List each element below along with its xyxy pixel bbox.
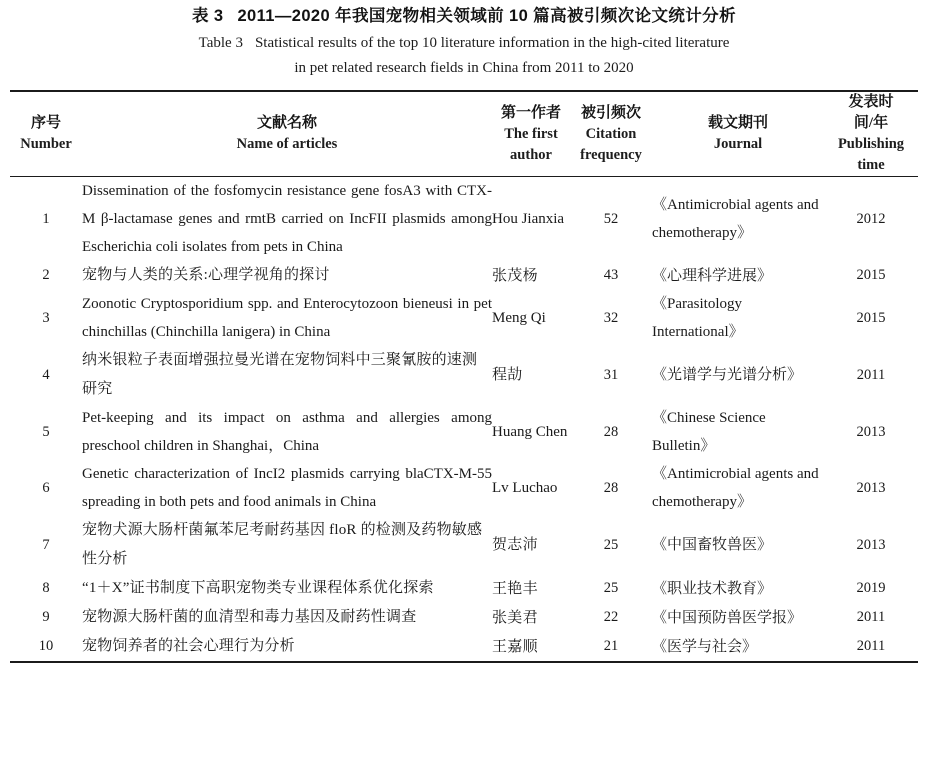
cell-journal: 《Antimicrobial agents and chemotherapy》 [652,197,819,241]
cell-publishing-year: 2015 [856,267,886,283]
cell-journal: 《职业技术教育》 [652,580,773,597]
cell-number: 4 [42,366,50,383]
statistics-table [10,92,918,176]
cell-citation-frequency: 22 [603,609,619,625]
cell-first-author: Hou Jianxia [492,211,565,227]
column-header-year [824,92,918,176]
statistics-table-body [10,177,918,661]
cell-article-title: 宠物饲养者的社会心理行为分析 [82,638,295,654]
cell-first-author: Huang Chen [492,424,568,440]
cell-citation-frequency: 52 [603,210,619,227]
table-header-row [10,92,918,176]
column-header-citations [570,92,652,176]
cell-number: 3 [42,309,50,326]
table-row [10,632,918,661]
table-row [10,516,918,574]
column-header-author [492,92,570,176]
table-bottom-rule [10,661,918,663]
cell-article-title: 宠物源大肠杆菌的血清型和毒力基因及耐药性调查 [82,609,417,625]
column-header-number-cn: 序号 [30,115,61,131]
column-header-title-cn: 文献名称 [256,115,317,131]
table-row [10,346,918,404]
table-row [10,290,918,346]
table-caption-chinese-title: 2011—2020 年我国宠物相关领域前 10 篇高被引频次论文统计分析 [237,7,736,25]
cell-number: 2 [42,267,50,283]
cell-citation-frequency: 43 [603,267,619,283]
cell-publishing-year: 2013 [856,479,886,496]
cell-citation-frequency: 25 [603,536,619,553]
cell-journal: 《心理科学进展》 [652,267,773,284]
cell-first-author: 张茂杨 [492,267,538,284]
cell-number: 9 [42,609,50,625]
column-header-year-cn-l1: 发表时 [848,94,894,110]
cell-publishing-year: 2011 [856,609,886,625]
cell-number: 1 [42,210,50,227]
cell-article-title: Genetic characterization of IncI2 plasmids carrying blaCTX-M-55 spreading in both pets and food animals in China [82,466,492,510]
cell-journal: 《Chinese Science Bulletin》 [652,410,766,454]
cell-first-author: 程劼 [492,367,523,383]
cell-article-title: “1＋X”证书制度下高职宠物类专业课程体系优化探索 [82,580,434,596]
table-row [10,574,918,603]
column-header-author-en-l2: author [510,146,552,163]
cell-article-title: 纳米银粒子表面增强拉曼光谱在宠物饲料中三聚氰胺的速测研究 [82,352,478,397]
cell-citation-frequency: 28 [603,479,619,496]
cell-number: 10 [38,638,54,654]
column-header-citations-cn: 被引频次 [580,104,641,121]
column-header-journal [652,92,824,176]
cell-article-title: Pet-keeping and its impact on asthma and allergies among preschool children in Shanghai，China [82,410,492,454]
column-header-journal-cn: 载文期刊 [707,115,768,131]
column-header-author-en-l1: The first [504,125,558,142]
cell-first-author: Meng Qi [492,310,546,326]
column-header-number-en: Number [20,136,72,152]
cell-citation-frequency: 32 [603,309,619,326]
column-header-journal-en: Journal [713,136,763,152]
table-row [10,177,918,261]
table-caption-english-line2: in pet related research fields in China from 2011 to 2020 [294,60,634,76]
column-header-author-cn: 第一作者 [500,104,561,121]
cell-journal: 《Antimicrobial agents and chemotherapy》 [652,466,819,510]
cell-number: 6 [42,479,50,496]
cell-publishing-year: 2013 [856,423,886,440]
cell-journal: 《光谱学与光谱分析》 [652,367,803,383]
table-caption-chinese-label: 表 3 [192,7,224,25]
cell-publishing-year: 2011 [856,366,886,383]
table-caption-chinese [0,0,928,26]
table-caption-english-line1 [0,26,928,56]
column-header-title [82,92,492,176]
cell-citation-frequency: 25 [603,580,619,596]
column-header-title-en: Name of articles [236,136,338,152]
table-header [10,92,918,176]
cell-article-title: 宠物犬源大肠杆菌氟苯尼考耐药基因 floR 的检测及药物敏感性分析 [82,522,483,567]
column-header-year-en-l1: Publishing [837,136,905,152]
table-row [10,261,918,290]
column-header-year-en-l2: time [857,157,885,173]
column-header-number [10,92,82,176]
table-row [10,460,918,516]
cell-article-title: 宠物与人类的关系:心理学视角的探讨 [82,267,330,283]
cell-journal: 《Parasitology International》 [652,296,744,340]
cell-citation-frequency: 21 [603,638,619,654]
column-header-citations-en-l2: frequency [580,146,642,163]
cell-journal: 《医学与社会》 [652,638,758,655]
cell-citation-frequency: 28 [603,423,619,440]
table-body [10,177,918,661]
cell-article-title: Zoonotic Cryptosporidium spp. and Enterocytozoon bieneusi in pet chinchillas (Chinchilla lanigera) in China [82,296,492,340]
cell-first-author: 贺志沛 [492,537,538,553]
cell-publishing-year: 2019 [856,580,886,596]
cell-publishing-year: 2013 [856,536,886,553]
cell-first-author: 张美君 [492,609,538,626]
cell-number: 7 [42,536,50,553]
cell-publishing-year: 2012 [856,210,886,227]
cell-first-author: 王艳丰 [492,580,538,597]
cell-first-author: 王嘉顺 [492,638,538,655]
table-caption-english-title-l1: Statistical results of the top 10 literature information in the high-cited literature [254,35,730,51]
cell-journal: 《中国畜牧兽医》 [652,537,773,553]
table-row [10,404,918,460]
table-caption-english-label: Table 3 [198,35,243,51]
table-row [10,603,918,632]
cell-publishing-year: 2011 [856,638,886,654]
column-header-citations-en-l1: Citation [585,125,637,142]
column-header-year-cn-l2: 间/年 [853,115,889,131]
cell-journal: 《中国预防兽医学报》 [652,609,803,626]
cell-first-author: Lv Luchao [492,480,558,496]
cell-number: 5 [42,423,50,440]
cell-citation-frequency: 31 [603,366,619,383]
cell-number: 8 [42,580,50,596]
cell-publishing-year: 2015 [856,309,886,326]
cell-article-title: Dissemination of the fosfomycin resistance gene fosA3 with CTX-M β-lactamase genes and rmtB carried on IncFII plasmids among Escherichia coli isolates from pets in China [82,183,492,255]
